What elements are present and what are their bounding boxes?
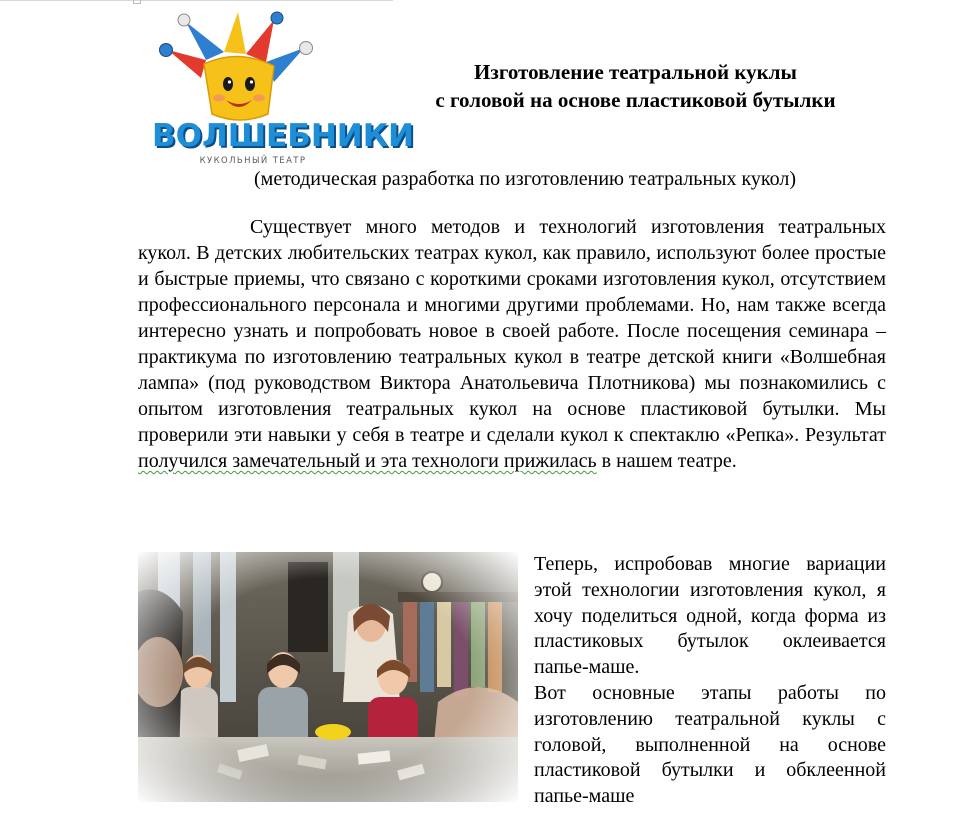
page-top-edge bbox=[0, 0, 393, 1]
page-corner-mark bbox=[133, 0, 141, 4]
theatre-logo bbox=[146, 8, 415, 168]
title-line-1: Изготовление театральной куклы bbox=[474, 60, 797, 84]
intro-text-end: в нашем театре. bbox=[596, 450, 737, 472]
intro-paragraph bbox=[138, 214, 886, 474]
spellcheck-marked-text[interactable]: получился замечательный и эта технологи прижилась bbox=[138, 450, 597, 472]
workshop-photo bbox=[138, 552, 518, 802]
title-line-2: с головой на основе пластиковой бутылки bbox=[435, 88, 836, 112]
intro-text: Существует много методов и технологий изготовления театральных кукол. В детских любительских театрах кукол, как правило, используют более простые и быстрые приемы, что связано с короткими сроками изготовления кукол, отсутствием профессионального персонала и многими другими проблемами. Но, нам также всегда интересно узнать и попробовать новое в своей работе. После посещения семинара – практикума по изготовлению театральных кукол в театре детской книги «Волшебная лампа» (под руководством Виктора Анатольевича Плотникова) мы познакомились с опытом изготовления театральных кукол на основе пластиковой бутылки. Мы проверили эти навыки у себя в театре и сделали кукол к спектаклю «Репка». Результат bbox=[138, 216, 886, 446]
logo-subtitle: КУКОЛЬНЫЙ ТЕАТР bbox=[199, 156, 307, 166]
side-text bbox=[534, 552, 886, 810]
side-paragraph-1: Теперь, испробовав многие вариации этой технологии изготовления кукол, я хочу поделиться одной, когда форма из пластиковых бутылок оклеивается папье-маше. bbox=[534, 553, 886, 679]
logo-wordmark: ВОЛШЕБНИКИ bbox=[152, 118, 415, 154]
workshop-photo-image bbox=[138, 552, 518, 802]
document-title bbox=[373, 58, 898, 114]
jester-mascot-icon bbox=[146, 8, 361, 128]
side-paragraph-2: Вот основные этапы работы по изготовлению театральной куклы с головой, выполненной на основе пластиковой бутылки и обклеенной папье-маше bbox=[534, 681, 886, 808]
document-subtitle: (методическая разработка по изготовлению театральных кукол) bbox=[254, 168, 796, 190]
